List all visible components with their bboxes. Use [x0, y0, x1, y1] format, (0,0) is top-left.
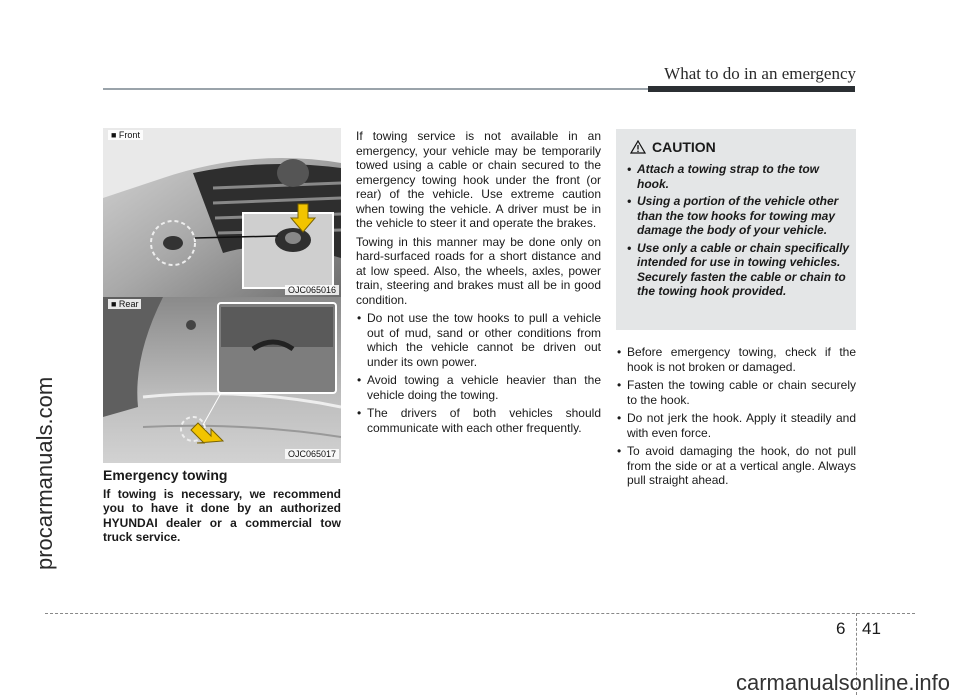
list-item: • Do not use the tow hooks to pull a vehicle out of mud, sand or other conditions from which the vehicle cannot be driven out under its own power. [356, 311, 601, 369]
list-item: • Using a portion of the vehicle other than the tow hooks for towing may damage the body of your vehicle. [626, 194, 850, 238]
list-item: • Fasten the towing cable or chain securely to the hook. [616, 378, 856, 407]
caution-header [630, 139, 716, 155]
towing-bullet-list [356, 311, 601, 435]
caution-list [626, 162, 850, 302]
chapter-number: 6 [836, 619, 846, 638]
footer-rule [45, 613, 915, 614]
emergency-towing-heading: Emergency towing [103, 467, 228, 483]
caution-box [616, 129, 856, 330]
emergency-towing-section [103, 468, 341, 545]
warning-triangle-icon [630, 140, 646, 154]
towing-paragraph-1: If towing service is not available in an emergency, your vehicle may be temporarily towed using a cable or chain secured to the emergency towing hook under the front (or rear) of the vehicle. Use extreme caution when towing the vehicle. A driver must be in the vehicle to steer it and operate the brakes. [356, 129, 601, 230]
caution-title: CAUTION [652, 139, 716, 155]
list-item: • Do not jerk the hook. Apply it steadily and with even force. [616, 411, 856, 440]
watermark-vertical: procarmanuals.com [32, 376, 57, 570]
hook-bullet-list [616, 345, 856, 488]
list-item: • Avoid towing a vehicle heavier than the vehicle doing the towing. [356, 373, 601, 402]
list-item: • Use only a cable or chain specifically intended for use in towing vehicles. Securely fasten the cable or chain to the towing hook provided. [626, 241, 850, 299]
front-figure-label: ■ Front [108, 130, 143, 140]
section-header-title: What to do in an emergency [664, 64, 856, 83]
page-number: 41 [862, 619, 881, 638]
header-rule-accent [648, 86, 855, 92]
towing-instructions [356, 129, 601, 439]
rear-figure-label: ■ Rear [108, 299, 141, 309]
front-figure-code: OJC065016 [285, 285, 339, 295]
front-tow-hook-photo [103, 128, 341, 299]
rear-figure-code: OJC065017 [285, 449, 339, 459]
emergency-towing-intro: If towing is necessary, we recommend you to have it done by an authorized HYUNDAI dealer or a commercial tow truck service. [103, 486, 341, 544]
list-item: • To avoid damaging the hook, do not pull from the side or at a vertical angle. Always pull straight ahead. [616, 444, 856, 488]
list-item: • Before emergency towing, check if the hook is not broken or damaged. [616, 345, 856, 374]
towing-paragraph-2: Towing in this manner may be done only on hard-surfaced roads for a short distance and at low speed. Also, the wheels, axles, power train, steering and brakes must all be in good condition. [356, 234, 601, 307]
list-item: • The drivers of both vehicles should communicate with each other frequently. [356, 406, 601, 435]
hook-usage-instructions [616, 345, 856, 492]
list-item: • Attach a towing strap to the tow hook. [626, 162, 850, 191]
watermark-footer: carmanualsonline.info [735, 670, 950, 695]
rear-tow-hook-photo [103, 297, 341, 463]
